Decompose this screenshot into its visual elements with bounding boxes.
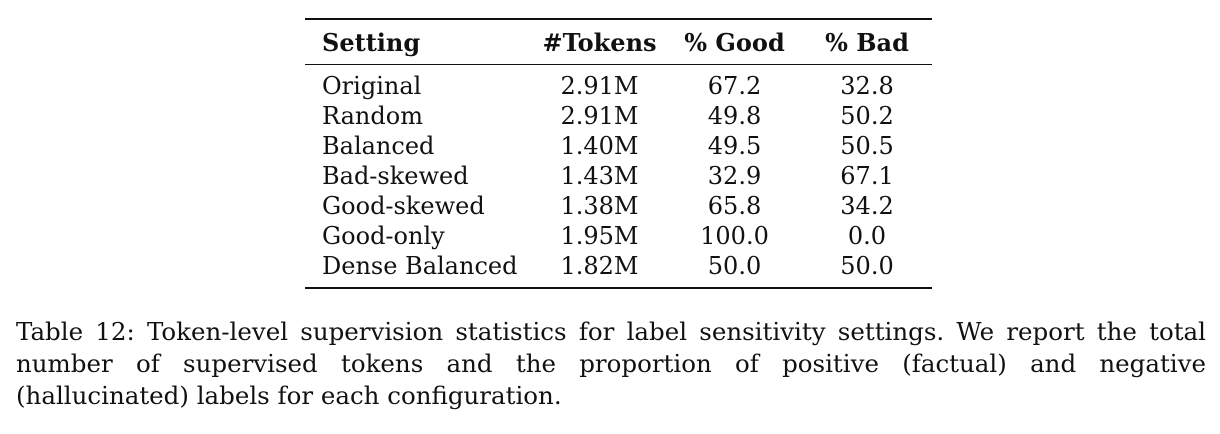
header-setting: Setting [322, 27, 421, 57]
cell-good: 65.8 [707, 192, 762, 220]
cell-tokens: 2.91M [560, 72, 639, 100]
stats-table-container [305, 18, 915, 289]
cell-good: 49.8 [707, 102, 762, 130]
cell-setting: Balanced [322, 132, 435, 160]
cell-good: 67.2 [707, 72, 762, 100]
cell-setting: Good-skewed [322, 192, 485, 220]
table-row [305, 101, 932, 131]
cell-setting: Dense Balanced [322, 252, 518, 280]
cell-good: 50.0 [707, 252, 762, 280]
table-header [305, 19, 932, 65]
table-row [305, 251, 932, 288]
cell-setting: Bad-skewed [322, 162, 469, 190]
header-bad: % Bad [825, 27, 909, 57]
cell-bad: 32.8 [840, 72, 894, 100]
cell-tokens: 1.95M [560, 222, 639, 250]
table-row [305, 65, 932, 102]
table-row [305, 191, 932, 221]
table-row [305, 161, 932, 191]
cell-tokens: 1.82M [560, 252, 639, 280]
cell-tokens: 1.40M [560, 132, 639, 160]
header-tokens: #Tokens [542, 27, 657, 57]
cell-tokens: 1.43M [560, 162, 639, 190]
cell-setting: Random [322, 102, 423, 130]
cell-bad: 0.0 [847, 222, 887, 250]
cell-bad: 50.5 [840, 132, 894, 160]
cell-setting: Good-only [322, 222, 445, 250]
cell-bad: 50.0 [840, 252, 894, 280]
cell-bad: 50.2 [840, 102, 894, 130]
cell-tokens: 1.38M [560, 192, 639, 220]
table-row [305, 131, 932, 161]
cell-bad: 67.1 [840, 162, 894, 190]
cell-good: 100.0 [700, 222, 769, 250]
caption-text: Table 12: Token-level supervision statistics for label sensitivity settings. We report the total number of supervised tokens and the proportion of positive (factual) and negative (hallucinated) labels for each configuration. [16, 317, 1206, 410]
cell-good: 32.9 [707, 162, 762, 190]
cell-good: 49.5 [707, 132, 762, 160]
supervision-stats-table [305, 18, 932, 289]
table-caption [16, 316, 1206, 412]
cell-setting: Original [322, 72, 422, 100]
cell-bad: 34.2 [840, 192, 894, 220]
cell-tokens: 2.91M [560, 102, 639, 130]
header-good: % Good [684, 27, 785, 57]
header-row [305, 19, 932, 65]
table-body [305, 65, 932, 289]
table-row [305, 221, 932, 251]
